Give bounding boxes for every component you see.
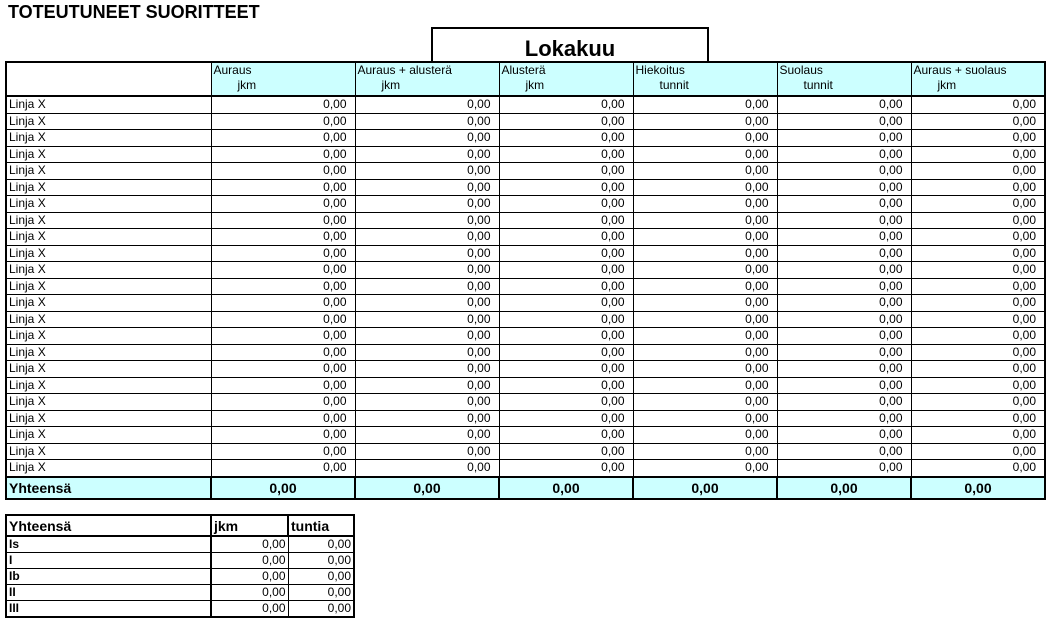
column-name: Alusterä	[501, 63, 546, 77]
totals-cell: 0,00	[633, 477, 777, 499]
column-header	[633, 62, 777, 96]
table-cell: 0,00	[777, 410, 911, 427]
totals-cell: 0,00	[911, 477, 1045, 499]
table-cell: 0,00	[911, 130, 1045, 147]
table-cell: 0,00	[777, 179, 911, 196]
table-row	[6, 113, 1045, 130]
column-unit: jkm	[381, 78, 401, 92]
table-row	[6, 146, 1045, 163]
table-cell: 0,00	[499, 344, 633, 361]
row-label: Linja X	[6, 212, 211, 229]
table-cell: 0,00	[211, 443, 355, 460]
table-cell: 0,00	[499, 278, 633, 295]
column-unit: jkm	[525, 78, 545, 92]
table-row	[6, 394, 1045, 411]
row-label: Linja X	[6, 295, 211, 312]
column-name: Hiekoitus	[635, 63, 685, 77]
table-cell: 0,00	[633, 212, 777, 229]
table-cell: 0,00	[355, 212, 499, 229]
summary-category: Ib	[6, 569, 211, 585]
table-cell: 0,00	[633, 344, 777, 361]
table-cell: 0,00	[633, 377, 777, 394]
row-label: Linja X	[6, 328, 211, 345]
table-row	[6, 130, 1045, 147]
table-row	[6, 311, 1045, 328]
summary-tuntia: 0,00	[288, 553, 354, 569]
table-cell: 0,00	[777, 344, 911, 361]
table-cell: 0,00	[911, 245, 1045, 262]
table-row	[6, 295, 1045, 312]
summary-tuntia: 0,00	[288, 601, 354, 618]
table-cell: 0,00	[633, 311, 777, 328]
table-cell: 0,00	[211, 328, 355, 345]
table-cell: 0,00	[633, 245, 777, 262]
row-label: Linja X	[6, 278, 211, 295]
main-table	[5, 61, 1046, 500]
table-cell: 0,00	[633, 163, 777, 180]
table-cell: 0,00	[211, 229, 355, 246]
header-row	[6, 62, 1045, 96]
table-cell: 0,00	[911, 361, 1045, 378]
summary-row	[6, 585, 354, 601]
table-cell: 0,00	[633, 410, 777, 427]
table-cell: 0,00	[211, 311, 355, 328]
column-name: Suolaus	[779, 63, 823, 77]
table-cell: 0,00	[911, 311, 1045, 328]
column-unit: jkm	[937, 78, 957, 92]
row-label: Linja X	[6, 163, 211, 180]
month-title: Lokakuu	[431, 27, 709, 61]
table-cell: 0,00	[911, 427, 1045, 444]
table-cell: 0,00	[777, 443, 911, 460]
table-cell: 0,00	[211, 163, 355, 180]
summary-tuntia: 0,00	[288, 569, 354, 585]
table-cell: 0,00	[777, 278, 911, 295]
table-cell: 0,00	[211, 427, 355, 444]
table-cell: 0,00	[499, 328, 633, 345]
row-label: Linja X	[6, 130, 211, 147]
table-cell: 0,00	[777, 163, 911, 180]
table-cell: 0,00	[211, 196, 355, 213]
summary-row	[6, 553, 354, 569]
table-row	[6, 410, 1045, 427]
table-cell: 0,00	[499, 179, 633, 196]
summary-jkm: 0,00	[211, 585, 288, 601]
table-cell: 0,00	[633, 229, 777, 246]
table-cell: 0,00	[911, 394, 1045, 411]
column-name: Auraus + suolaus	[913, 63, 1007, 77]
table-cell: 0,00	[911, 179, 1045, 196]
summary-row	[6, 601, 354, 618]
table-cell: 0,00	[355, 361, 499, 378]
table-cell: 0,00	[355, 295, 499, 312]
table-cell: 0,00	[499, 163, 633, 180]
table-cell: 0,00	[777, 113, 911, 130]
table-cell: 0,00	[355, 179, 499, 196]
table-cell: 0,00	[911, 96, 1045, 113]
table-cell: 0,00	[211, 245, 355, 262]
table-cell: 0,00	[355, 163, 499, 180]
summary-tuntia: 0,00	[288, 536, 354, 553]
table-cell: 0,00	[633, 196, 777, 213]
table-cell: 0,00	[499, 311, 633, 328]
column-name: Auraus + alusterä	[357, 63, 452, 77]
table-cell: 0,00	[911, 295, 1045, 312]
table-cell: 0,00	[911, 196, 1045, 213]
row-label: Linja X	[6, 344, 211, 361]
table-cell: 0,00	[777, 460, 911, 477]
table-cell: 0,00	[355, 262, 499, 279]
table-cell: 0,00	[499, 410, 633, 427]
table-cell: 0,00	[499, 361, 633, 378]
row-label: Linja X	[6, 410, 211, 427]
row-label: Linja X	[6, 96, 211, 113]
table-row	[6, 163, 1045, 180]
table-cell: 0,00	[499, 460, 633, 477]
table-cell: 0,00	[499, 443, 633, 460]
table-cell: 0,00	[633, 262, 777, 279]
column-header	[911, 62, 1045, 96]
table-cell: 0,00	[355, 278, 499, 295]
table-cell: 0,00	[211, 96, 355, 113]
table-cell: 0,00	[911, 212, 1045, 229]
row-label: Linja X	[6, 427, 211, 444]
table-cell: 0,00	[911, 344, 1045, 361]
table-cell: 0,00	[499, 212, 633, 229]
row-label: Linja X	[6, 394, 211, 411]
table-cell: 0,00	[911, 146, 1045, 163]
table-cell: 0,00	[355, 427, 499, 444]
table-cell: 0,00	[499, 96, 633, 113]
table-row	[6, 212, 1045, 229]
table-cell: 0,00	[355, 146, 499, 163]
table-cell: 0,00	[211, 262, 355, 279]
page-title: TOTEUTUNEET SUORITTEET	[8, 2, 260, 22]
table-cell: 0,00	[499, 295, 633, 312]
table-row	[6, 361, 1045, 378]
table-row	[6, 278, 1045, 295]
table-cell: 0,00	[911, 377, 1045, 394]
summary-table	[5, 514, 355, 618]
column-header	[211, 62, 355, 96]
table-row	[6, 344, 1045, 361]
summary-category: III	[6, 601, 211, 618]
table-cell: 0,00	[499, 377, 633, 394]
table-row	[6, 262, 1045, 279]
summary-header: jkm	[211, 515, 288, 536]
totals-row	[6, 477, 1045, 499]
table-row	[6, 96, 1045, 113]
column-header	[355, 62, 499, 96]
table-cell: 0,00	[633, 96, 777, 113]
table-cell: 0,00	[211, 361, 355, 378]
table-cell: 0,00	[211, 460, 355, 477]
table-cell: 0,00	[355, 130, 499, 147]
table-cell: 0,00	[911, 443, 1045, 460]
row-label: Linja X	[6, 113, 211, 130]
table-cell: 0,00	[911, 278, 1045, 295]
table-cell: 0,00	[633, 295, 777, 312]
table-row	[6, 245, 1045, 262]
totals-cell: 0,00	[499, 477, 633, 499]
table-row	[6, 427, 1045, 444]
table-cell: 0,00	[777, 196, 911, 213]
table-cell: 0,00	[499, 394, 633, 411]
table-cell: 0,00	[499, 196, 633, 213]
row-label: Linja X	[6, 377, 211, 394]
table-cell: 0,00	[211, 113, 355, 130]
table-cell: 0,00	[499, 146, 633, 163]
table-cell: 0,00	[355, 113, 499, 130]
summary-row	[6, 536, 354, 553]
table-row	[6, 328, 1045, 345]
table-cell: 0,00	[355, 443, 499, 460]
table-cell: 0,00	[211, 295, 355, 312]
table-cell: 0,00	[633, 179, 777, 196]
table-cell: 0,00	[911, 460, 1045, 477]
summary-category: II	[6, 585, 211, 601]
table-cell: 0,00	[211, 377, 355, 394]
summary-jkm: 0,00	[211, 553, 288, 569]
table-cell: 0,00	[633, 146, 777, 163]
table-cell: 0,00	[777, 229, 911, 246]
column-header	[777, 62, 911, 96]
column-unit: tunnit	[803, 78, 833, 92]
table-cell: 0,00	[633, 328, 777, 345]
table-cell: 0,00	[911, 163, 1045, 180]
table-cell: 0,00	[355, 196, 499, 213]
table-cell: 0,00	[777, 394, 911, 411]
table-cell: 0,00	[499, 262, 633, 279]
header-corner	[6, 62, 211, 96]
table-row	[6, 443, 1045, 460]
table-cell: 0,00	[211, 344, 355, 361]
table-cell: 0,00	[911, 229, 1045, 246]
table-cell: 0,00	[633, 361, 777, 378]
column-unit: tunnit	[659, 78, 689, 92]
table-cell: 0,00	[911, 262, 1045, 279]
table-cell: 0,00	[355, 96, 499, 113]
table-cell: 0,00	[777, 245, 911, 262]
table-cell: 0,00	[633, 443, 777, 460]
column-header	[499, 62, 633, 96]
column-unit: jkm	[237, 78, 257, 92]
table-cell: 0,00	[777, 377, 911, 394]
table-cell: 0,00	[355, 328, 499, 345]
table-cell: 0,00	[633, 394, 777, 411]
table-cell: 0,00	[911, 328, 1045, 345]
summary-category: I	[6, 553, 211, 569]
totals-cell: 0,00	[355, 477, 499, 499]
summary-header: tuntia	[288, 515, 354, 536]
table-row	[6, 377, 1045, 394]
totals-label: Yhteensä	[6, 477, 211, 499]
table-cell: 0,00	[355, 344, 499, 361]
table-cell: 0,00	[499, 427, 633, 444]
table-cell: 0,00	[633, 278, 777, 295]
table-cell: 0,00	[211, 212, 355, 229]
table-cell: 0,00	[211, 410, 355, 427]
table-cell: 0,00	[633, 427, 777, 444]
table-cell: 0,00	[355, 460, 499, 477]
summary-jkm: 0,00	[211, 569, 288, 585]
row-label: Linja X	[6, 196, 211, 213]
totals-cell: 0,00	[777, 477, 911, 499]
table-row	[6, 460, 1045, 477]
row-label: Linja X	[6, 179, 211, 196]
table-cell: 0,00	[777, 262, 911, 279]
table-cell: 0,00	[777, 427, 911, 444]
table-cell: 0,00	[499, 130, 633, 147]
table-cell: 0,00	[355, 394, 499, 411]
summary-jkm: 0,00	[211, 536, 288, 553]
table-cell: 0,00	[211, 394, 355, 411]
table-cell: 0,00	[211, 130, 355, 147]
table-cell: 0,00	[777, 328, 911, 345]
table-cell: 0,00	[633, 460, 777, 477]
summary-jkm: 0,00	[211, 601, 288, 618]
table-cell: 0,00	[777, 96, 911, 113]
table-cell: 0,00	[777, 130, 911, 147]
summary-header: Yhteensä	[6, 515, 211, 536]
summary-category: Is	[6, 536, 211, 553]
table-cell: 0,00	[211, 278, 355, 295]
summary-tuntia: 0,00	[288, 585, 354, 601]
table-row	[6, 229, 1045, 246]
table-cell: 0,00	[499, 229, 633, 246]
table-cell: 0,00	[355, 245, 499, 262]
summary-row	[6, 569, 354, 585]
row-label: Linja X	[6, 443, 211, 460]
row-label: Linja X	[6, 311, 211, 328]
row-label: Linja X	[6, 146, 211, 163]
table-cell: 0,00	[633, 113, 777, 130]
table-cell: 0,00	[355, 311, 499, 328]
table-cell: 0,00	[499, 113, 633, 130]
table-cell: 0,00	[211, 146, 355, 163]
table-cell: 0,00	[499, 245, 633, 262]
row-label: Linja X	[6, 460, 211, 477]
totals-cell: 0,00	[211, 477, 355, 499]
table-row	[6, 179, 1045, 196]
table-cell: 0,00	[633, 130, 777, 147]
summary-header-row	[6, 515, 354, 536]
table-cell: 0,00	[911, 410, 1045, 427]
table-cell: 0,00	[355, 410, 499, 427]
column-name: Auraus	[213, 63, 252, 77]
row-label: Linja X	[6, 229, 211, 246]
table-cell: 0,00	[911, 113, 1045, 130]
row-label: Linja X	[6, 262, 211, 279]
table-cell: 0,00	[777, 311, 911, 328]
table-cell: 0,00	[355, 377, 499, 394]
row-label: Linja X	[6, 361, 211, 378]
row-label: Linja X	[6, 245, 211, 262]
table-row	[6, 196, 1045, 213]
table-cell: 0,00	[777, 361, 911, 378]
table-cell: 0,00	[777, 146, 911, 163]
table-cell: 0,00	[211, 179, 355, 196]
table-cell: 0,00	[355, 229, 499, 246]
table-cell: 0,00	[777, 212, 911, 229]
table-cell: 0,00	[777, 295, 911, 312]
